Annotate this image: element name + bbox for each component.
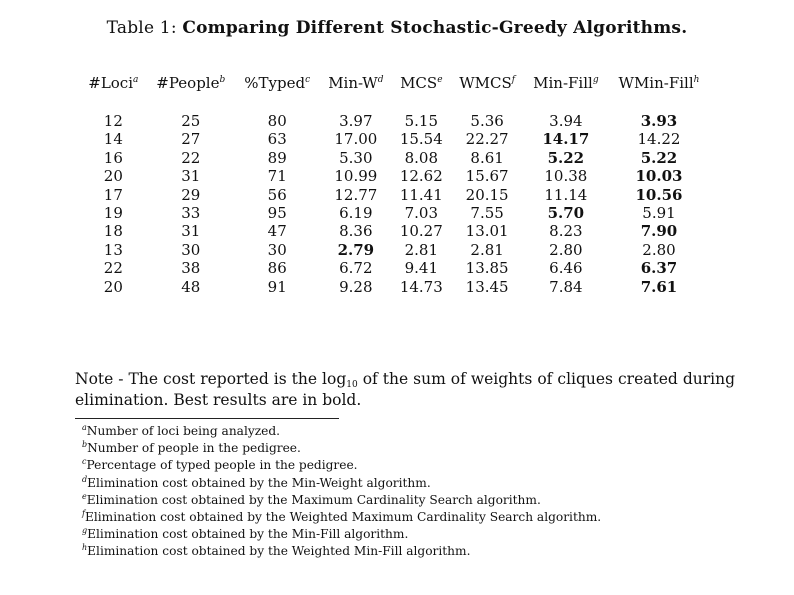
table-cell: 5.15: [404, 112, 438, 130]
table-row: [80, 167, 710, 185]
table-cell: 27: [181, 130, 201, 149]
table-cell: 3.97: [339, 112, 373, 130]
table-cell: 2.81: [404, 240, 438, 259]
table-cell: 13.85: [465, 259, 509, 278]
table-cell: 14.17: [542, 130, 590, 149]
table-cell: 17.00: [334, 130, 378, 149]
table-row: [80, 186, 710, 204]
column-header: WMin-Fill$^h$: [618, 74, 700, 92]
table-caption: [0, 18, 794, 38]
column-header: MCS$^e$: [400, 74, 443, 92]
table-cell: 20: [103, 277, 123, 296]
table-cell: 10.99: [334, 167, 378, 186]
table-row: [80, 278, 710, 296]
table-cell: 80: [267, 112, 287, 130]
table-row: [80, 222, 710, 240]
table-cell: 7.61: [640, 277, 678, 296]
table-cell: 16: [103, 148, 123, 167]
column-header: Min-$W^d$: [328, 74, 384, 92]
table-cell: 13.01: [465, 222, 509, 241]
table-cell: 9.28: [339, 277, 373, 296]
table-cell: 2.79: [337, 240, 375, 259]
table-cell: 14.22: [637, 130, 681, 149]
table-cell: 15.67: [465, 167, 509, 186]
table-cell: 38: [181, 259, 201, 278]
table-row: [80, 241, 710, 259]
table-cell: 56: [267, 185, 287, 204]
table-cell: 48: [181, 277, 201, 296]
footnote: $^h$Elimination cost obtained by the Weighted Min-Fill algorithm.: [82, 543, 471, 559]
table-cell: 11.14: [544, 185, 588, 204]
table-cell: 20: [103, 167, 123, 186]
footnote: $^f$Elimination cost obtained by the Weighted Maximum Cardinality Search algorithm.: [82, 509, 602, 525]
table-cell: 7.84: [549, 277, 583, 296]
table-row: [80, 130, 710, 148]
table-cell: 3.93: [640, 112, 678, 130]
table-cell: 6.37: [640, 259, 678, 278]
column-header: #People$^b$: [156, 74, 226, 92]
table-cell: 3.94: [549, 112, 583, 130]
table-cell: 13: [103, 240, 123, 259]
table-cell: 91: [267, 277, 287, 296]
table-cell: 5.22: [640, 148, 678, 167]
table-cell: 12: [103, 112, 123, 130]
table-cell: 22: [181, 148, 201, 167]
table-cell: 30: [267, 240, 287, 259]
table-cell: 11.41: [399, 185, 443, 204]
caption-text: Comparing Different Stochastic-Greedy Algorithms.: [182, 18, 688, 38]
table-cell: 6.72: [339, 259, 373, 278]
table-cell: 7.90: [640, 222, 678, 241]
table-cell: 6.19: [339, 204, 373, 223]
header-row: [80, 74, 710, 112]
table-cell: 7.55: [470, 204, 504, 223]
table-cell: 2.80: [642, 240, 676, 259]
footnote: $^a$Number of loci being analyzed.: [82, 423, 281, 438]
table-cell: 22: [103, 259, 123, 278]
table-cell: 8.61: [470, 148, 504, 167]
table-cell: 10.03: [635, 167, 683, 186]
table-cell: 25: [181, 112, 201, 130]
table-cell: 86: [267, 259, 287, 278]
table-row: [80, 259, 710, 277]
table-cell: 30: [181, 240, 201, 259]
table-cell: 71: [267, 167, 287, 186]
footnote: $^d$Elimination cost obtained by the Min-Weight algorithm.: [82, 474, 431, 490]
table-cell: 8.08: [404, 148, 438, 167]
footnote: $^e$Elimination cost obtained by the Maximum Cardinality Search algorithm.: [82, 491, 541, 507]
table-cell: 5.30: [339, 148, 373, 167]
table-row: [80, 204, 710, 222]
table-cell: 19: [103, 204, 123, 223]
table-cell: 20.15: [465, 185, 509, 204]
table-cell: 31: [181, 222, 201, 241]
column-header: WMCS$^f$: [459, 74, 516, 92]
footnote: $^g$Elimination cost obtained by the Min-Fill algorithm.: [82, 526, 409, 542]
results-table: [80, 74, 710, 296]
table-cell: 10.27: [399, 222, 443, 241]
table-cell: 5.22: [547, 148, 585, 167]
column-header: %Typed$^c$: [244, 74, 311, 92]
table-cell: 9.41: [404, 259, 438, 278]
footnote: $^b$Number of people in the pedigree.: [82, 440, 301, 456]
column-header: Min-Fill$^g$: [533, 74, 599, 92]
table-cell: 12.77: [334, 185, 378, 204]
table-cell: 14.73: [399, 277, 443, 296]
table-cell: 18: [103, 222, 123, 241]
table-cell: 13.45: [465, 277, 509, 296]
footnote: $^c$Percentage of typed people in the pedigree.: [82, 457, 358, 473]
table-cell: 6.46: [549, 259, 583, 278]
table-row: [80, 112, 710, 130]
table-cell: 10.38: [544, 167, 588, 186]
table-cell: 17: [103, 185, 123, 204]
table-cell: 5.70: [547, 204, 585, 223]
column-header: #Loci$^a$: [88, 74, 139, 92]
table-cell: 8.23: [549, 222, 583, 241]
table-cell: 14: [103, 130, 123, 149]
table-cell: 5.36: [470, 112, 504, 130]
table-cell: 47: [267, 222, 287, 241]
table-cell: 22.27: [465, 130, 509, 149]
table-cell: 5.91: [642, 204, 676, 223]
table-note: Note - The cost reported is the $\log_{10}$ of the sum of weights of cliques created during elimination. Best results are in bold.: [75, 370, 736, 409]
table-cell: 33: [181, 204, 201, 223]
table-cell: 95: [267, 204, 287, 223]
footnotes: [82, 423, 742, 561]
footnote-divider: [75, 418, 339, 419]
table-cell: 89: [267, 148, 287, 167]
table-row: [80, 149, 710, 167]
table-cell: 12.62: [399, 167, 443, 186]
table-cell: 15.54: [399, 130, 443, 149]
table-cell: 29: [181, 185, 201, 204]
table-cell: 2.81: [470, 240, 504, 259]
table-cell: 63: [267, 130, 287, 149]
table-cell: 31: [181, 167, 201, 186]
table-cell: 2.80: [549, 240, 583, 259]
table-cell: 7.03: [404, 204, 438, 223]
caption-label: Table 1:: [106, 18, 177, 38]
table-cell: 8.36: [339, 222, 373, 241]
table-cell: 10.56: [635, 185, 683, 204]
table-body: [80, 112, 710, 296]
